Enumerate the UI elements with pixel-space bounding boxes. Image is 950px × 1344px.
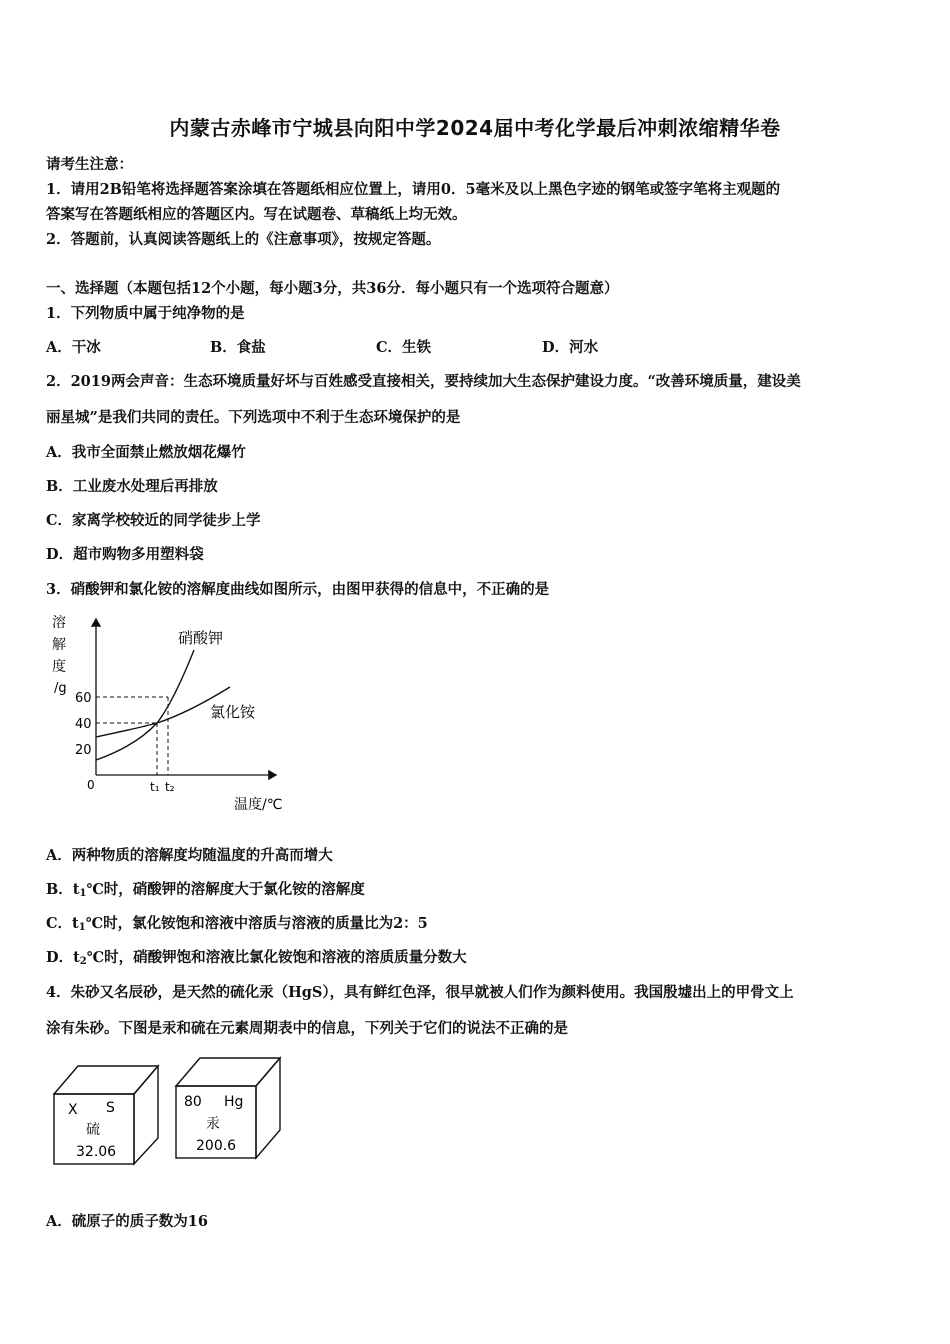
y-tick-20: 20 [75,743,92,758]
solubility-chart [44,605,304,817]
x-tick-t1: t₁ [150,780,160,794]
x-tick-t2: t₂ [165,780,175,794]
q1-stem: 1．下列物质中属于纯净物的是 [46,305,245,322]
series-label-nh4cl: 氯化铵 [210,703,256,721]
mercury-cell [176,1058,280,1158]
mercury-number: 80 [184,1094,202,1110]
sulfur-mass: 32.06 [76,1144,117,1160]
origin-label: 0 [87,778,95,792]
q1-option-c: C．生铁 [376,339,432,356]
q2-option-a: A．我市全面禁止燃放烟花爆竹 [46,444,246,461]
y-tick-40: 40 [75,717,92,732]
mercury-symbol: Hg [224,1094,244,1110]
element-boxes [48,1052,288,1170]
q3-option-b: B．$t_1℃$时，硝酸钾的溶解度大于氯化铵的溶解度 [46,881,365,899]
y-label-4: /g [54,681,67,696]
q3-option-a: A．两种物质的溶解度均随温度的升高而增大 [46,847,333,864]
q4-stem-b: 涂有朱砂。下图是汞和硫在元素周期表中的信息，下列关于它们的说法不正确的是 [46,1020,568,1037]
q4-option-a: A．硫原子的质子数为16 [46,1213,208,1230]
q3-stem: 3．硝酸钾和氯化铵的溶解度曲线如图所示，由图甲获得的信息中，不正确的是 [46,581,550,598]
q2-option-b: B．工业废水处理后再排放 [46,478,218,495]
q3-option-c: C．$t_1℃$时，氯化铵饱和溶液中溶质与溶液的质量比为2：5 [46,915,428,933]
y-label-3: 度 [52,659,66,675]
series-label-kno3: 硝酸钾 [178,629,224,647]
notice-line-1b: 答案写在答题纸相应的答题区内。写在试题卷、草稿纸上均无效。 [46,206,467,223]
page-title: 内蒙古赤峰市宁城县向阳中学2024届中考化学最后冲刺浓缩精华卷 [169,116,781,140]
q2-stem-a: 2．2019两会声音：生态环境质量好坏与百姓感受直接相关，要持续加大生态保护建设力度。“改善环境质量，建设美 [46,373,801,390]
sulfur-name: 硫 [86,1122,100,1138]
y-tick-60: 60 [75,691,92,706]
q4-stem-a: 4．朱砂又名辰砂，是天然的硫化汞（HgS），具有鲜红色泽，很早就被人们作为颜料使用。我国殷墟出上的甲骨文上 [46,984,794,1001]
x-label: 温度/℃ [234,797,283,813]
q2-option-d: D．超市购物多用塑料袋 [46,546,204,563]
q2-stem-b: 丽星城”是我们共同的责任。下列选项中不利于生态环境保护的是 [46,409,461,426]
q1-option-a: A．干冰 [46,339,101,356]
sulfur-cell [54,1066,158,1164]
q1-option-d: D．河水 [542,339,599,356]
y-label-1: 溶 [52,615,66,631]
q3-option-d: D．$t_2℃$时，硝酸钾饱和溶液比氯化铵饱和溶液的溶质质量分数大 [46,949,467,967]
notice-heading: 请考生注意： [46,156,133,173]
q2-option-c: C．家离学校较近的同学徒步上学 [46,512,261,529]
series-line-kno3 [96,650,194,760]
q1-option-b: B．食盐 [210,339,266,356]
y-label-2: 解 [52,637,66,653]
sulfur-symbol: S [106,1100,115,1116]
mercury-name: 汞 [206,1116,220,1132]
notice-line-2: 2．答题前，认真阅读答题纸上的《注意事项》，按规定答题。 [46,231,441,248]
section-heading: 一、选择题（本题包括12个小题，每小题3分，共36分．每小题只有一个选项符合题意） [46,280,619,297]
sulfur-number: X [68,1102,78,1118]
notice-line-1a: 1．请用2B铅笔将选择题答案涂填在答题纸相应位置上，请用0．5毫米及以上黑色字迹的钢笔或签字笔将主观题的 [46,181,781,198]
mercury-mass: 200.6 [196,1138,237,1154]
